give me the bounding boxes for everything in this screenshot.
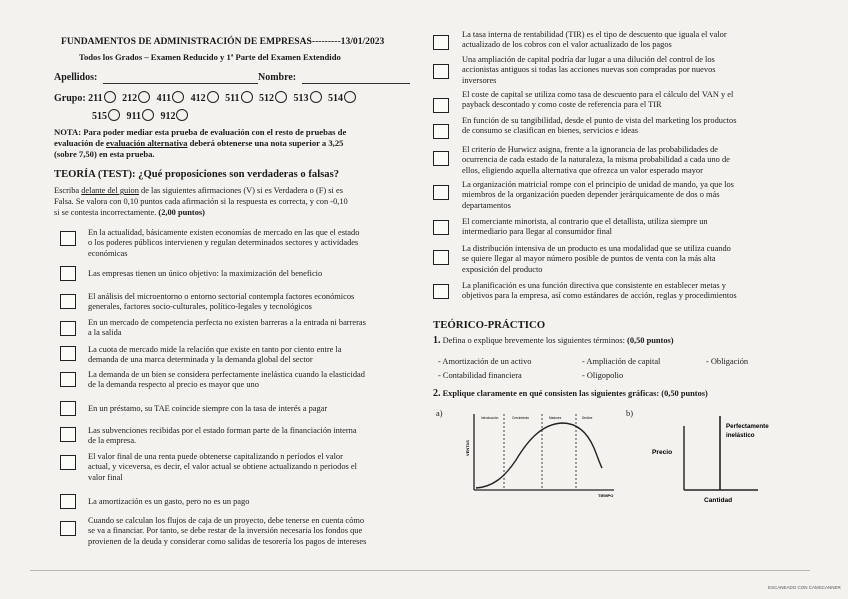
answer-box[interactable] bbox=[60, 266, 76, 281]
page-bottom-edge bbox=[30, 570, 810, 571]
graph-a-sales-curve bbox=[476, 423, 602, 488]
question-2: 2. Explique claramente en qué consisten las siguientes gráficas: (0,50 puntos) bbox=[433, 388, 708, 399]
radio-circle-icon[interactable] bbox=[142, 109, 154, 121]
radio-circle-icon[interactable] bbox=[275, 91, 287, 103]
radio-circle-icon[interactable] bbox=[344, 91, 356, 103]
scanner-watermark: ESCANEADO CON CAMSCANNER bbox=[768, 585, 841, 590]
answer-box[interactable] bbox=[60, 231, 76, 246]
exam-subtitle: Todos los Grados – Examen Reducido y 1ª Parte del Examen Extendido bbox=[79, 52, 341, 62]
answer-box[interactable] bbox=[60, 346, 76, 361]
answer-box[interactable] bbox=[433, 284, 449, 299]
group-option[interactable]: 211 bbox=[88, 93, 119, 104]
graph-a-y-label: VENTAS bbox=[465, 440, 470, 456]
graph-a-stage-label: Introducción bbox=[481, 416, 499, 420]
radio-circle-icon[interactable] bbox=[176, 109, 188, 121]
group-option[interactable]: 511 bbox=[225, 93, 256, 104]
graph-b-x-label: Cantidad bbox=[704, 497, 733, 504]
group-option[interactable]: 212 bbox=[122, 93, 154, 104]
graph-b-note: Perfectamente bbox=[726, 423, 769, 430]
graph-b-inelastic bbox=[646, 412, 796, 507]
nota-label: NOTA: bbox=[54, 127, 82, 137]
apellidos-field[interactable] bbox=[103, 83, 258, 84]
answer-box[interactable] bbox=[433, 124, 449, 139]
answer-box[interactable] bbox=[60, 294, 76, 309]
graph-a-stage-label: Declive bbox=[582, 416, 593, 420]
graph-b-y-label: Precio bbox=[652, 449, 673, 456]
teorico-title: TEÓRICO-PRÁCTICO bbox=[433, 319, 546, 331]
exam-title: FUNDAMENTOS DE ADMINISTRACIÓN DE EMPRESAS---------13/01/2023 bbox=[61, 36, 385, 47]
term-item: - Contabilidad financiera bbox=[438, 371, 522, 380]
answer-box[interactable] bbox=[60, 401, 76, 416]
question-1: 1. Defina o explique brevemente los siguientes términos: (0,50 puntos) bbox=[433, 335, 674, 346]
graph-a-stage-label: Madurez bbox=[549, 416, 562, 420]
nota-block: NOTA: Para poder mediar esta prueba de evaluación con el resto de pruebas de evaluación de evaluación alternativa deberá obtenerse una nota superior a 3,25 (sobre 7,50) en esta prueba. bbox=[54, 127, 347, 159]
exam-sheet: FUNDAMENTOS DE ADMINISTRACIÓN DE EMPRESAS---------13/01/2023 Todos los Grados – Examen Reducido y 1ª Parte del Examen Extendido Apellidos: Nombre: Grupo: 211 212 411 412 511 512 513 514 515 911 912 NOTA: Para poder mediar esta prueba de evaluación con el resto de pruebas de evaluación de evaluación alternativa deberá obtenerse una nota superior a 3,25 (sobre 7,50) en esta prueba. TEORÍA (TEST): ¿Qué proposiciones son verdaderas o falsas? Escriba delante del guion de las siguientes afirmaciones (V) si es Verdadera o (F) si es Falsa. Se valora con 0,10 puntos cada afirmación si la respuesta es correcta, y con -0,10 si se contesta incorrectamente. (2,00 puntos) En la actualidad, básicamente existen economías de mercado en las que el estado o los poderes públicos intervienen y regulan determinados sectores y actividades económicas Las empresas tienen un único objetivo: la maximización del beneficio El análisis del microentorno o entorno sectorial contempla factores económicos generales, factores socio-culturales, político-legales y tecnológicos En un mercado de competencia perfecta no existen barreras a la entrada ni barreras a la salida La cuota de mercado mide la relación que existe en tanto por ciento entre la demanda de una marca determinada y la demanda global del sector La demanda de un bien se considera perfectamente inelástica cuando la elasticidad de la demanda respecto al precio es mayor que uno En un préstamo, su TAE coincide siempre con la tasa de interés a pagar Las subvenciones recibidas por el estado forman parte de la financiación interna de la empresa. El valor final de una renta puede obtenerse capitalizando n períodos el valor actual, y viceversa, es decir, el valor actual se obtiene actualizando n periodos el valor final La amortización es un gasto, pero no es un pago Cuando se calculan los flujos de caja de un proyecto, debe tenerse en cuenta cómo se va a financiar. Por tanto, se debe restar de la inversión necesaria los fondos que provienen de la deuda y considerar como salidas de tesorería los pagos de intereses La tasa interna de rentabilidad (TIR) es el tipo de descuento que iguala el valor actualizado de los cobros con el valor actualizado de los pagos Una ampliación de capital podría dar lugar a una dilución del control de los accionistas antiguos si todas las acciones nuevas son compradas por nuevos inversores El coste de capital se utiliza como tasa de descuento para el cálculo del VAN y el payback descontado y como coste de referencia para el TIR En función de su tangibilidad, desde el punto de vista del marketing los productos de consumo se clasifican en bienes, servicios e ideas El criterio de Hurwicz asigna, frente a la ignorancia de las probabilidades de ocurrencia de cada estado de la naturaleza, la misma probabilidad a cada uno de ellos, eligiendo aquella alternativa que ofrezca un valor esperado mayor La organización matricial rompe con el principio de unidad de mando, ya que los miembros de la organización pueden depender jerárquicamente de dos o más departamentos El comerciante minorista, al contrario que el detallista, utiliza siempre un intermediario para llegar al consumidor final La distribución intensiva de un producto es una modalidad que se utiliza cuando se quiere llegar al mayor número posible de puntos de venta con la más alta exposición del producto La planificación es una función directiva que consistente en establecer metas y objetivos para la empresa, así como estándares de acción, reglas y procedimientos TEÓRICO-PRÁCTICO 1. Defina o explique brevemente los siguientes términos: (0,50 puntos) - Amortización de un activo - Ampliación de capital - Obligación - Contabilidad financiera - Oligopolio 2. Explique claramente en qué consisten las siguientes gráficas: (0,50 puntos) a) b) Introducción Crecimiento Madurez Declive VENTAS TIEMPO Precio Cantidad Perfectamente inelástico ESCANEADO CON CAMSCANNER bbox=[0, 0, 848, 599]
term-item: - Ampliación de capital bbox=[582, 357, 661, 366]
graph-a-stage-label: Crecimiento bbox=[512, 416, 530, 420]
graph-a-label: a) bbox=[436, 409, 443, 418]
group-option[interactable]: 512 bbox=[259, 93, 291, 104]
radio-circle-icon[interactable] bbox=[241, 91, 253, 103]
answer-box[interactable] bbox=[433, 250, 449, 265]
answer-box[interactable] bbox=[60, 521, 76, 536]
radio-circle-icon[interactable] bbox=[310, 91, 322, 103]
answer-box[interactable] bbox=[433, 151, 449, 166]
radio-circle-icon[interactable] bbox=[207, 91, 219, 103]
answer-box[interactable] bbox=[433, 64, 449, 79]
teoria-title: TEORÍA (TEST): ¿Qué proposiciones son verdaderas o falsas? bbox=[54, 169, 339, 180]
group-option[interactable]: 412 bbox=[191, 93, 223, 104]
answer-box[interactable] bbox=[433, 98, 449, 113]
graph-b-label: b) bbox=[626, 409, 633, 418]
term-item: - Obligación bbox=[706, 357, 749, 366]
group-option[interactable]: 411 bbox=[157, 93, 188, 104]
radio-circle-icon[interactable] bbox=[172, 91, 184, 103]
nombre-field[interactable] bbox=[302, 83, 410, 84]
graph-a-x-label: TIEMPO bbox=[598, 493, 614, 498]
answer-box[interactable] bbox=[433, 185, 449, 200]
grupo-label: Grupo: bbox=[54, 93, 86, 104]
answer-box[interactable] bbox=[60, 321, 76, 336]
graph-b-note: inelástico bbox=[726, 432, 755, 439]
answer-box[interactable] bbox=[60, 455, 76, 470]
radio-circle-icon[interactable] bbox=[108, 109, 120, 121]
radio-circle-icon[interactable] bbox=[104, 91, 116, 103]
group-option[interactable]: 911 bbox=[127, 111, 158, 122]
apellidos-label: Apellidos: bbox=[54, 72, 98, 83]
term-item: - Oligopolio bbox=[582, 371, 624, 380]
graph-a-lifecycle bbox=[458, 408, 626, 500]
answer-box[interactable] bbox=[60, 427, 76, 442]
group-option[interactable]: 515 bbox=[92, 111, 124, 122]
answer-box[interactable] bbox=[60, 494, 76, 509]
nombre-label: Nombre: bbox=[258, 72, 297, 83]
teoria-instructions: Escriba delante del guion de las siguientes afirmaciones (V) si es Verdadera o (F) si es Falsa. Se valora con 0,10 puntos cada afirmación si la respuesta es correcta, y con -0,10 si se contesta incorrectamente. (2,00 puntos) bbox=[54, 186, 348, 217]
group-option[interactable]: 513 bbox=[294, 93, 326, 104]
answer-box[interactable] bbox=[433, 35, 449, 50]
group-option[interactable]: 912 bbox=[160, 111, 192, 122]
term-item: - Amortización de un activo bbox=[438, 357, 532, 366]
group-selector-row2 bbox=[92, 109, 192, 122]
radio-circle-icon[interactable] bbox=[138, 91, 150, 103]
group-selector-row1 bbox=[54, 91, 360, 104]
answer-box[interactable] bbox=[433, 220, 449, 235]
answer-box[interactable] bbox=[60, 372, 76, 387]
group-option[interactable]: 514 bbox=[328, 93, 360, 104]
